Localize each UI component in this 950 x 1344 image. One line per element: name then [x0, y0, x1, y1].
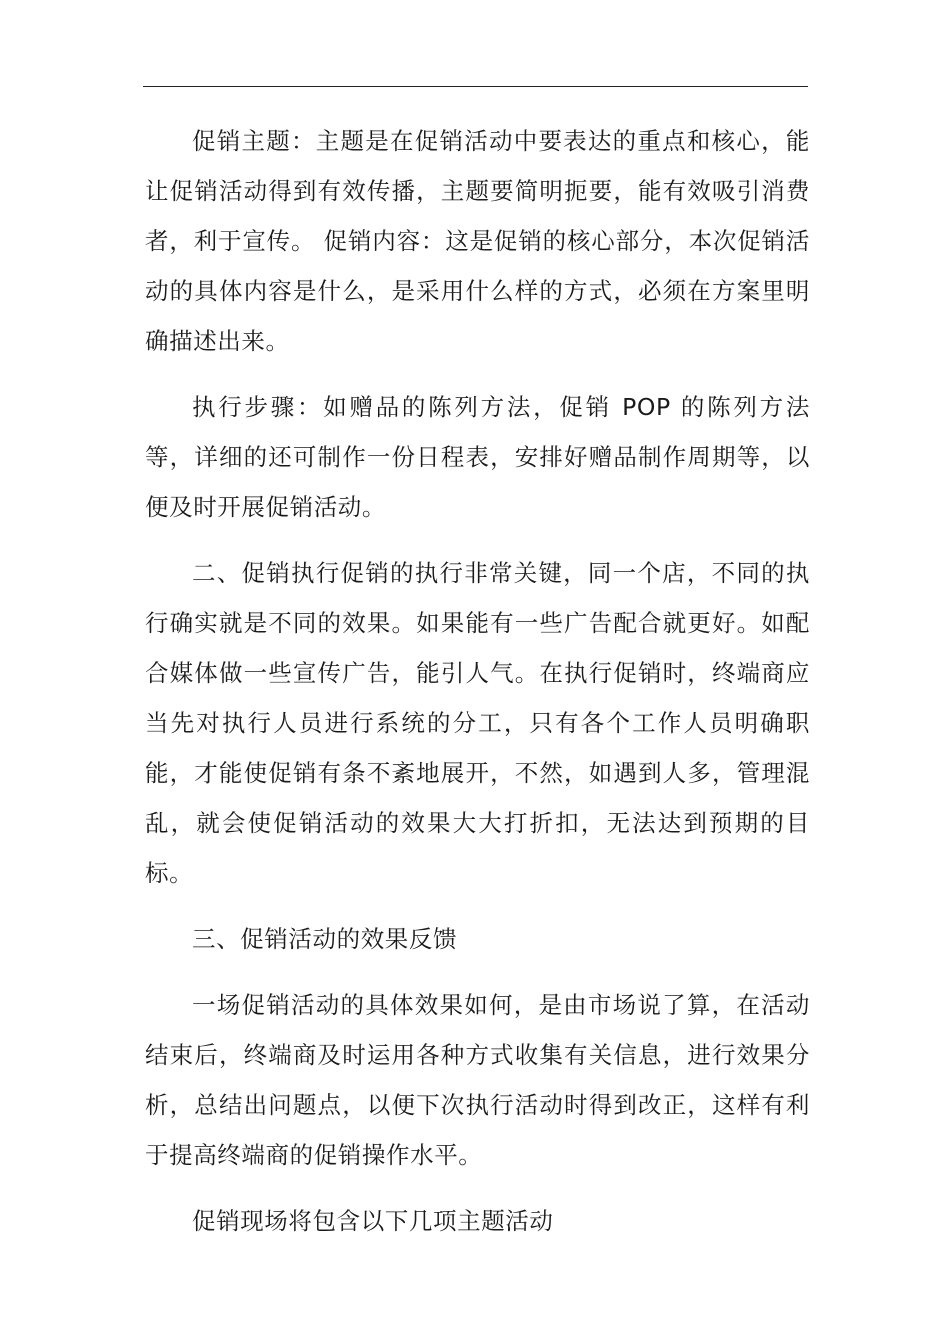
- paragraph-promotion-execution: 二、促销执行促销的执行非常关键，同一个店，不同的执行确实就是不同的效果。如果能有一些广告配合就更好。如配合媒体做一些宣传广告，能引人气。在执行促销时，终端商应当先对执行人员进行系统的分工，只有各个工作人员明确职能，才能使促销有条不紊地展开，不然，如遇到人多，管理混乱，就会使促销活动的效果大大打折扣，无法达到预期的目标。: [145, 559, 810, 887]
- header-rule: [143, 86, 808, 87]
- document-body: [145, 116, 810, 1246]
- paragraph-promotion-theme: 促销主题：主题是在促销活动中要表达的重点和核心，能让促销活动得到有效传播，主题要简明扼要，能有效吸引消费者，利于宣传。 促销内容：这是促销的核心部分，本次促销活动的具体内容是什么，是采用什么样的方式，必须在方案里明确描述出来。: [145, 127, 810, 355]
- section-heading-feedback: 三、促销活动的效果反馈: [192, 925, 458, 953]
- paragraph-feedback: 一场促销活动的具体效果如何，是由市场说了算，在活动结束后，终端商及时运用各种方式收集有关信息，进行效果分析，总结出问题点，以便下次执行活动时得到改正，这样有利于提高终端商的促销操作水平。: [145, 991, 810, 1169]
- paragraph-activities-intro: 促销现场将包含以下几项主题活动: [192, 1207, 554, 1235]
- paragraph-execution-steps: 执行步骤：如赠品的陈列方法，促销 POP 的陈列方法等，详细的还可制作一份日程表，安排好赠品制作周期等，以便及时开展促销活动。: [145, 393, 810, 521]
